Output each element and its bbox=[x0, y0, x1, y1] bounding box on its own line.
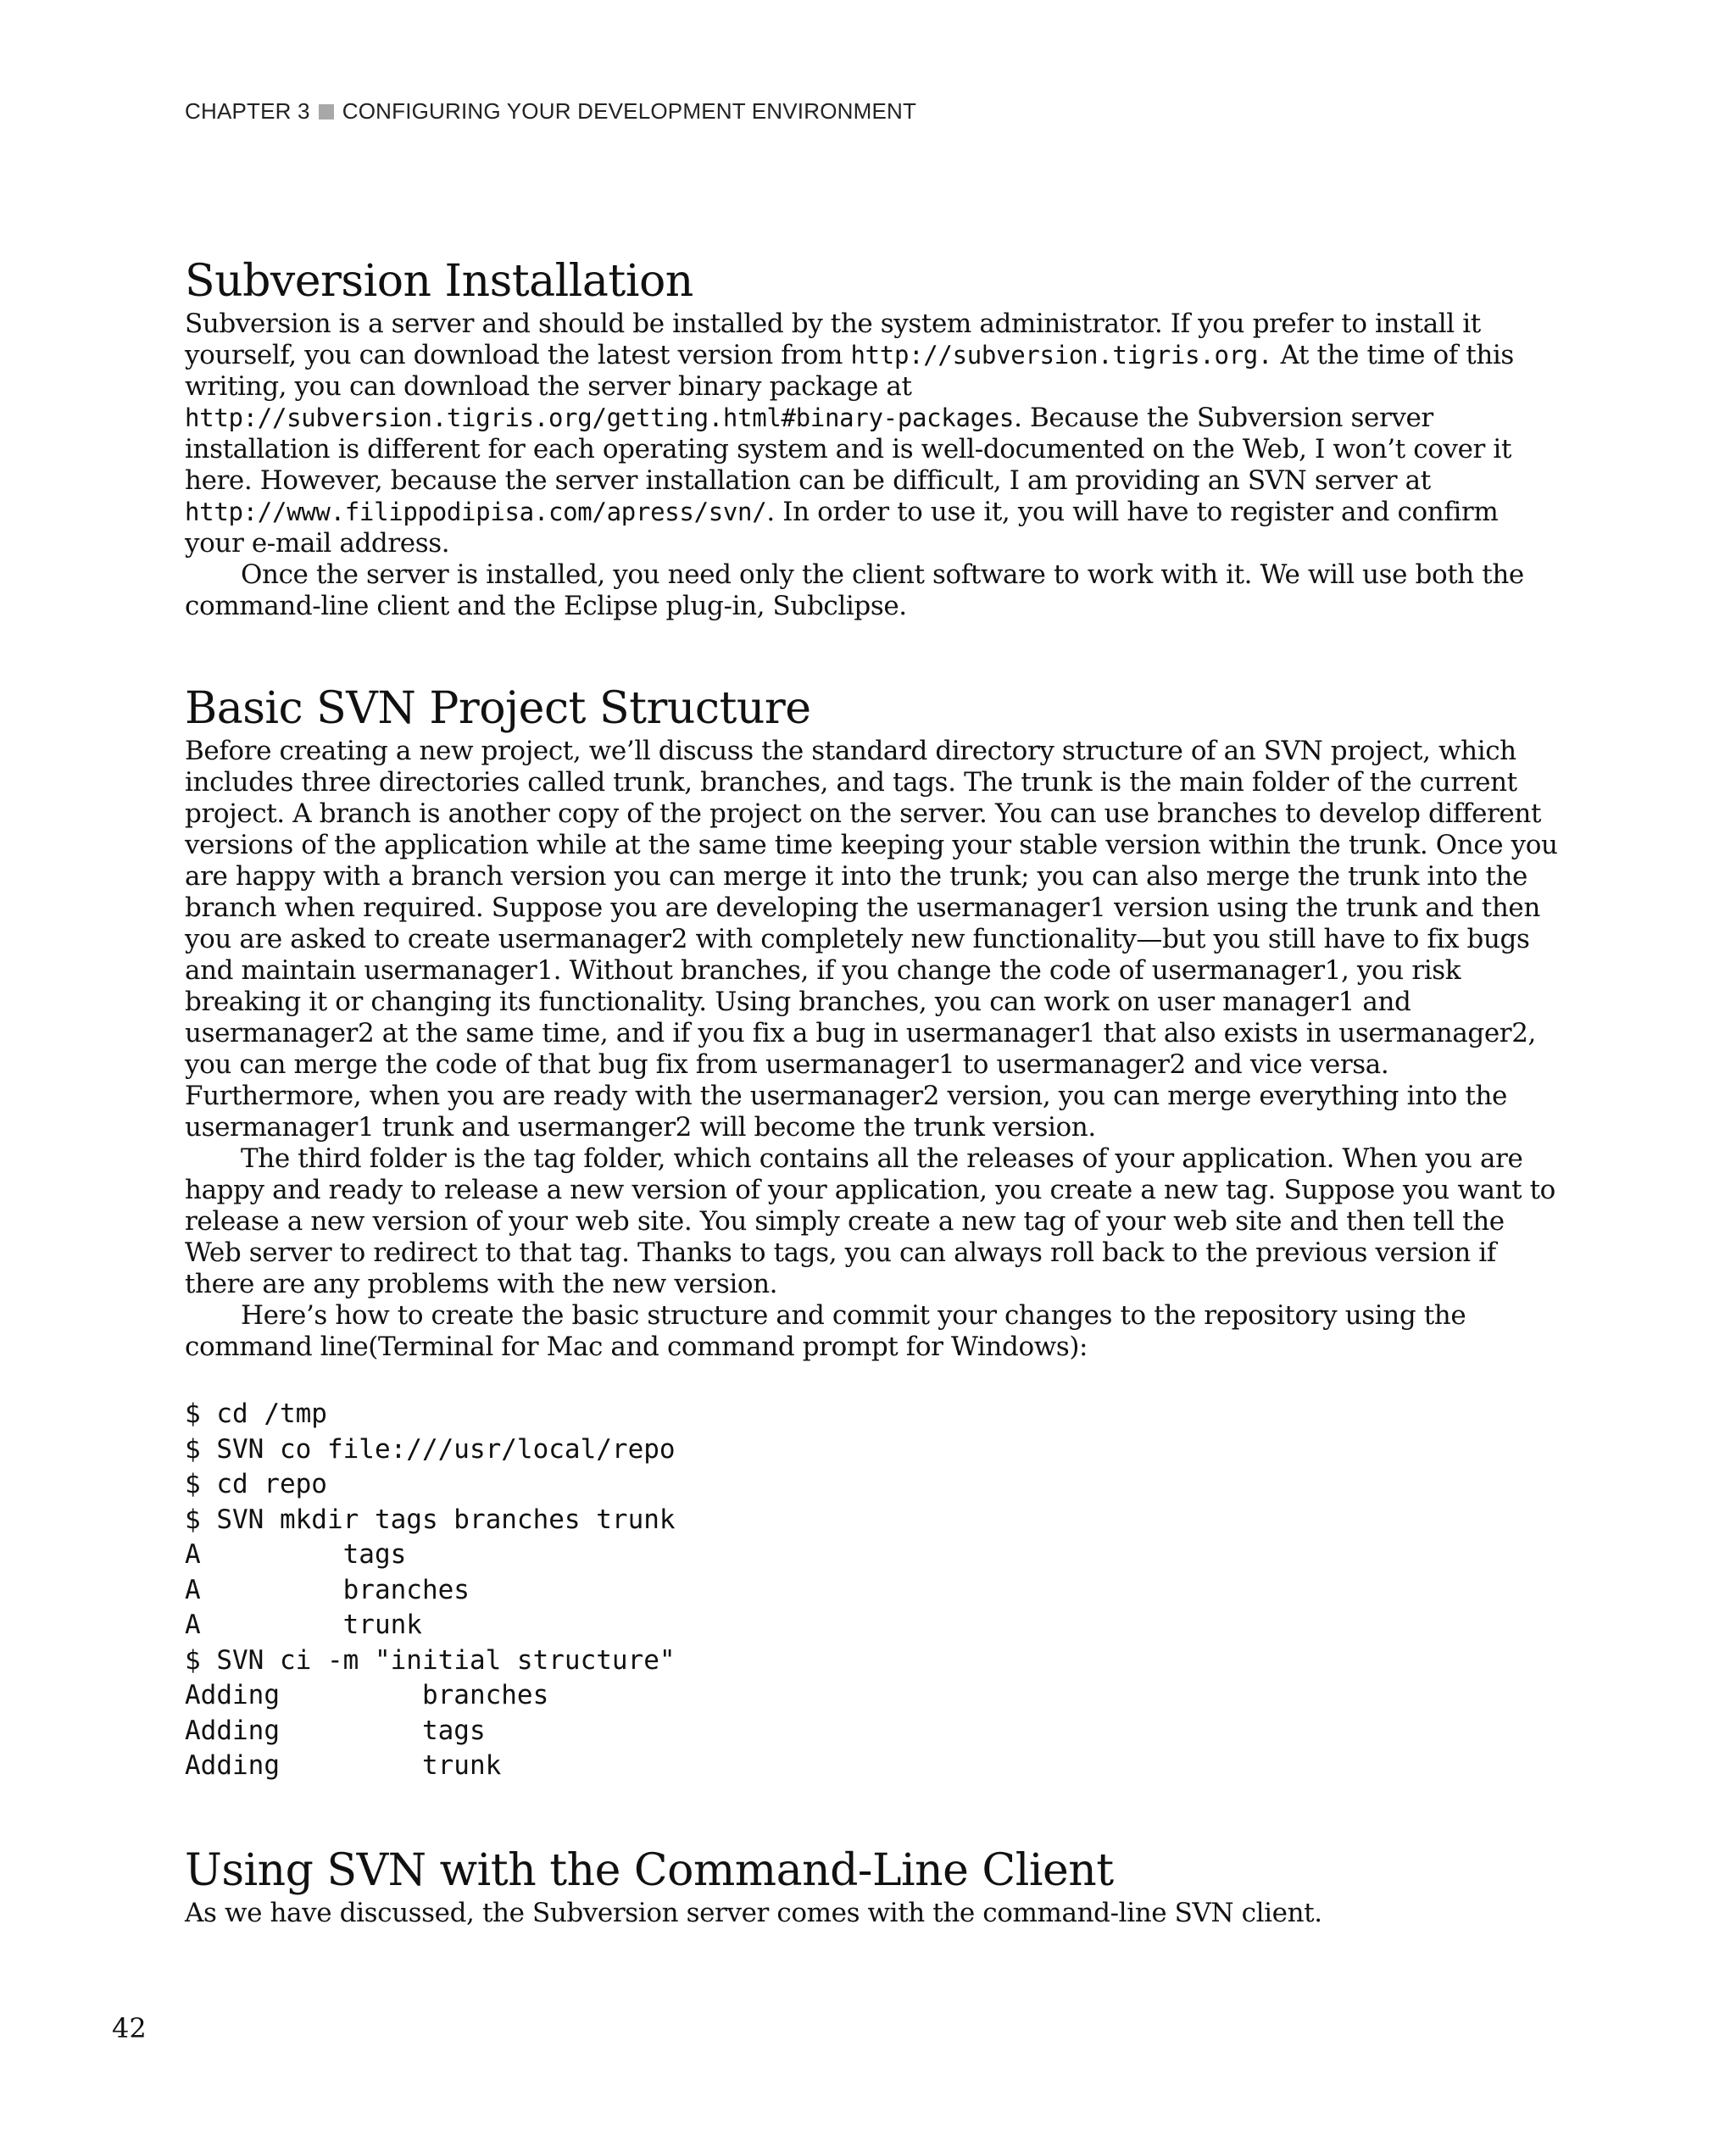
text-run: At the time of this writing, you can download the server binary package at bbox=[185, 340, 1514, 402]
header-square-icon bbox=[319, 104, 334, 120]
url-subversion: http://subversion.tigris.org. bbox=[850, 341, 1273, 370]
code-listing: $ cd /tmp $ SVN co file:///usr/local/repo $ cd repo $ SVN mkdir tags branches trunk A tags A branches A trunk $ SVN ci -m "initial structure" Adding branches Adding tags Adding trunk bbox=[185, 1399, 676, 1781]
chapter-label: CHAPTER 3 bbox=[185, 98, 310, 124]
chapter-title: CONFIGURING YOUR DEVELOPMENT ENVIRONMENT bbox=[342, 98, 917, 124]
page-number: 42 bbox=[112, 2012, 147, 2044]
text-run: . Because the Subversion server installation is different for each operating system and is well-documented on the Web, I won’t cover it here. However, because the server installation can be difficult, I am providing an SVN server at bbox=[185, 403, 1512, 496]
text-run: . In order to use it, you will have to register and confirm your e-mail address. bbox=[185, 497, 1499, 559]
section-subversion-installation bbox=[185, 254, 1558, 622]
paragraph bbox=[185, 309, 1558, 559]
section-basic-svn-structure bbox=[185, 681, 1558, 1784]
paragraph: The third folder is the tag folder, which contains all the releases of your application. When you are happy and ready to release a new version of your application, you create a new tag. Suppose you want to release a new version of your web site. You simply create a new tag of your web site and then tell the Web server to redirect to that tag. Thanks to tags, you can always roll back to the previous version if there are any problems with the new version. bbox=[185, 1143, 1555, 1299]
section-command-line-client bbox=[185, 1843, 1558, 1929]
running-header bbox=[185, 98, 916, 125]
page-content bbox=[185, 254, 1558, 1929]
text-run: Subversion is a server and should be installed by the system administrator. If you prefer to install it yourself, you can download the latest version from bbox=[185, 309, 1481, 370]
paragraph: Here’s how to create the basic structure and commit your changes to the repository using the command line(Terminal for Mac and command prompt for Windows): bbox=[185, 1300, 1466, 1362]
section-heading: Subversion Installation bbox=[185, 256, 693, 307]
url-svn-server: http://www.filippodipisa.com/apress/svn/ bbox=[185, 498, 767, 526]
url-binary-packages: http://subversion.tigris.org/getting.html#binary-packages bbox=[185, 403, 1015, 432]
paragraph: As we have discussed, the Subversion server comes with the command-line SVN client. bbox=[185, 1897, 1322, 1928]
paragraph: Once the server is installed, you need only the client software to work with it. We will use both the command-line client and the Eclipse plug-in, Subclipse. bbox=[185, 559, 1524, 621]
section-heading: Using SVN with the Command-Line Client bbox=[185, 1844, 1114, 1896]
paragraph: Before creating a new project, we’ll discuss the standard directory structure of an SVN project, which includes three directories called trunk, branches, and tags. The trunk is the main folder of the current project. A branch is another copy of the project on the server. You can use branches to develop different versions of the application while at the same time keeping your stable version within the trunk. Once you are happy with a branch version you can merge it into the trunk; you can also merge the trunk into the branch when required. Suppose you are developing the usermanager1 version using the trunk and then you are asked to create usermanager2 with completely new functionality—but you still have to fix bugs and maintain usermanager1. Without branches, if you change the code of usermanager1, you risk breaking it or changing its functionality. Using branches, you can work on user manager1 and usermanager2 at the same time, and if you fix a bug in usermanager1 that also exists in usermanager2, you can merge the code of that bug fix from usermanager1 to usermanager2 and vice versa. Furthermore, when you are ready with the usermanager2 version, you can merge everything into the usermanager1 trunk and usermanger2 will become the trunk version. bbox=[185, 736, 1558, 1143]
section-heading: Basic SVN Project Structure bbox=[185, 683, 811, 734]
